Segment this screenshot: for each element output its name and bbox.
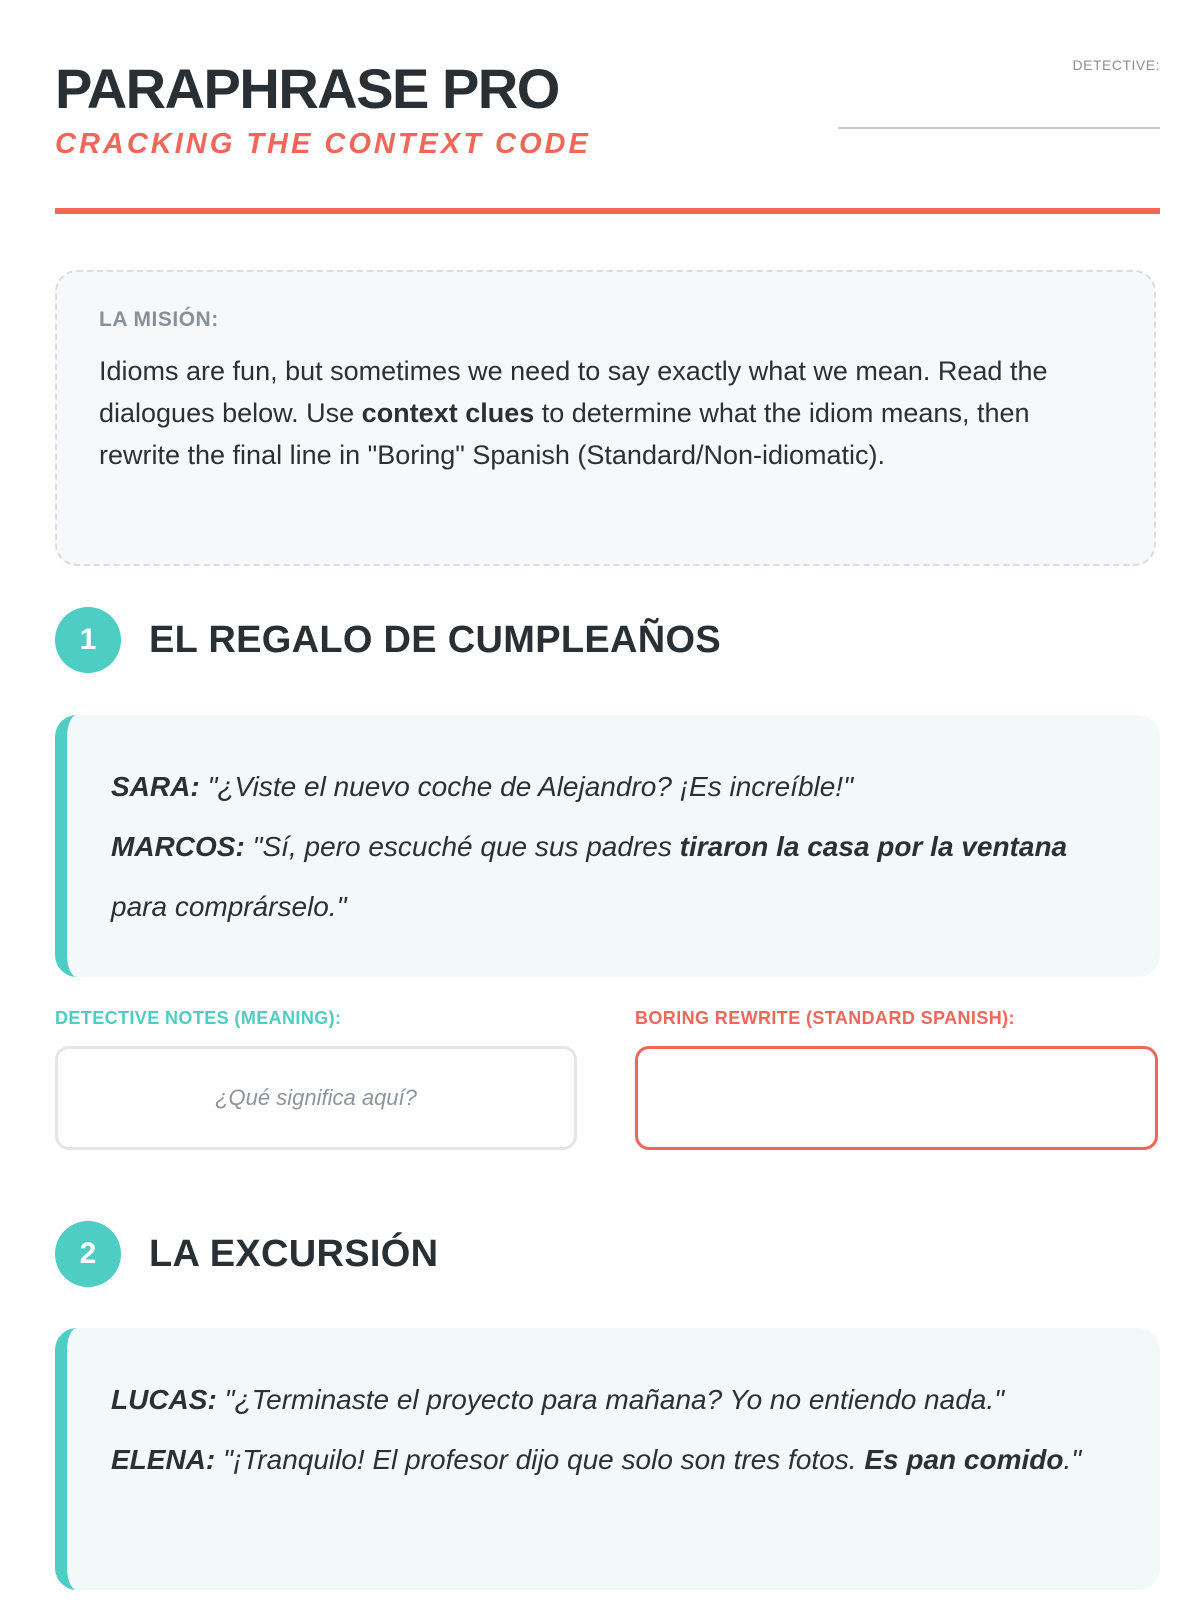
header-divider bbox=[55, 208, 1160, 214]
worksheet-page bbox=[55, 0, 1160, 1600]
speaker-name: MARCOS: bbox=[111, 831, 245, 862]
mission-text bbox=[99, 350, 1112, 476]
dialogue-line bbox=[111, 1430, 1124, 1490]
dialogue-text: "¿Terminaste el proyecto para mañana? Yo no entiendo nada." bbox=[216, 1384, 1005, 1415]
section-1-number-badge: 1 bbox=[55, 607, 121, 673]
mission-text-end: to determine what the idiom means, then rewrite the final line in "Boring" Spanish (Standard/Non-idiomatic). bbox=[99, 398, 1030, 470]
idiom-phrase: tiraron la casa por la ventana bbox=[679, 831, 1068, 862]
mission-text-start: Idioms are fun, but sometimes we need to say exactly what we mean. Read the dialogues below. Use bbox=[99, 356, 1048, 428]
dialogue-text-end: para comprárselo." bbox=[111, 891, 347, 922]
dialogue-text: "Sí, pero escuché que sus padres bbox=[244, 831, 680, 862]
section-2-header bbox=[55, 1221, 1160, 1291]
dialogue-line bbox=[111, 817, 1124, 937]
dialogue-text: "¡Tranquilo! El profesor dijo que solo son tres fotos. bbox=[215, 1444, 865, 1475]
idiom-phrase: Es pan comido bbox=[864, 1444, 1064, 1475]
section-2-number-badge: 2 bbox=[55, 1221, 121, 1287]
speaker-name: SARA: bbox=[111, 771, 200, 802]
dialogue-line bbox=[111, 757, 1124, 817]
page-title: PARAPHRASE PRO bbox=[55, 57, 559, 120]
header bbox=[55, 55, 1160, 215]
section-2-dialogue bbox=[55, 1328, 1160, 1590]
dialogue-text: "¿Viste el nuevo coche de Alejandro? ¡Es increíble!" bbox=[199, 771, 854, 802]
boring-rewrite-field[interactable] bbox=[635, 1046, 1158, 1150]
dialogue-text-end: ." bbox=[1063, 1444, 1082, 1475]
section-1-title: EL REGALO DE CUMPLEAÑOS bbox=[149, 619, 722, 661]
page-subtitle: CRACKING THE CONTEXT CODE bbox=[55, 128, 591, 160]
detective-notes-field[interactable]: ¿Qué significa aquí? bbox=[55, 1046, 577, 1150]
section-2-title: LA EXCURSIÓN bbox=[149, 1233, 439, 1275]
detective-name-line[interactable] bbox=[838, 127, 1160, 129]
section-1-header bbox=[55, 607, 1160, 677]
mission-box bbox=[55, 270, 1156, 566]
detective-name-label: DETECTIVE: bbox=[1072, 57, 1160, 73]
detective-notes-label: DETECTIVE NOTES (MEANING): bbox=[55, 1008, 342, 1028]
speaker-name: ELENA: bbox=[111, 1444, 216, 1475]
section-1-dialogue bbox=[55, 715, 1160, 977]
dialogue-line bbox=[111, 1370, 1124, 1430]
mission-text-emphasis: context clues bbox=[361, 398, 535, 428]
boring-rewrite-label: BORING REWRITE (STANDARD SPANISH): bbox=[635, 1008, 1015, 1028]
speaker-name: LUCAS: bbox=[111, 1384, 217, 1415]
mission-label: LA MISIÓN: bbox=[99, 308, 219, 331]
